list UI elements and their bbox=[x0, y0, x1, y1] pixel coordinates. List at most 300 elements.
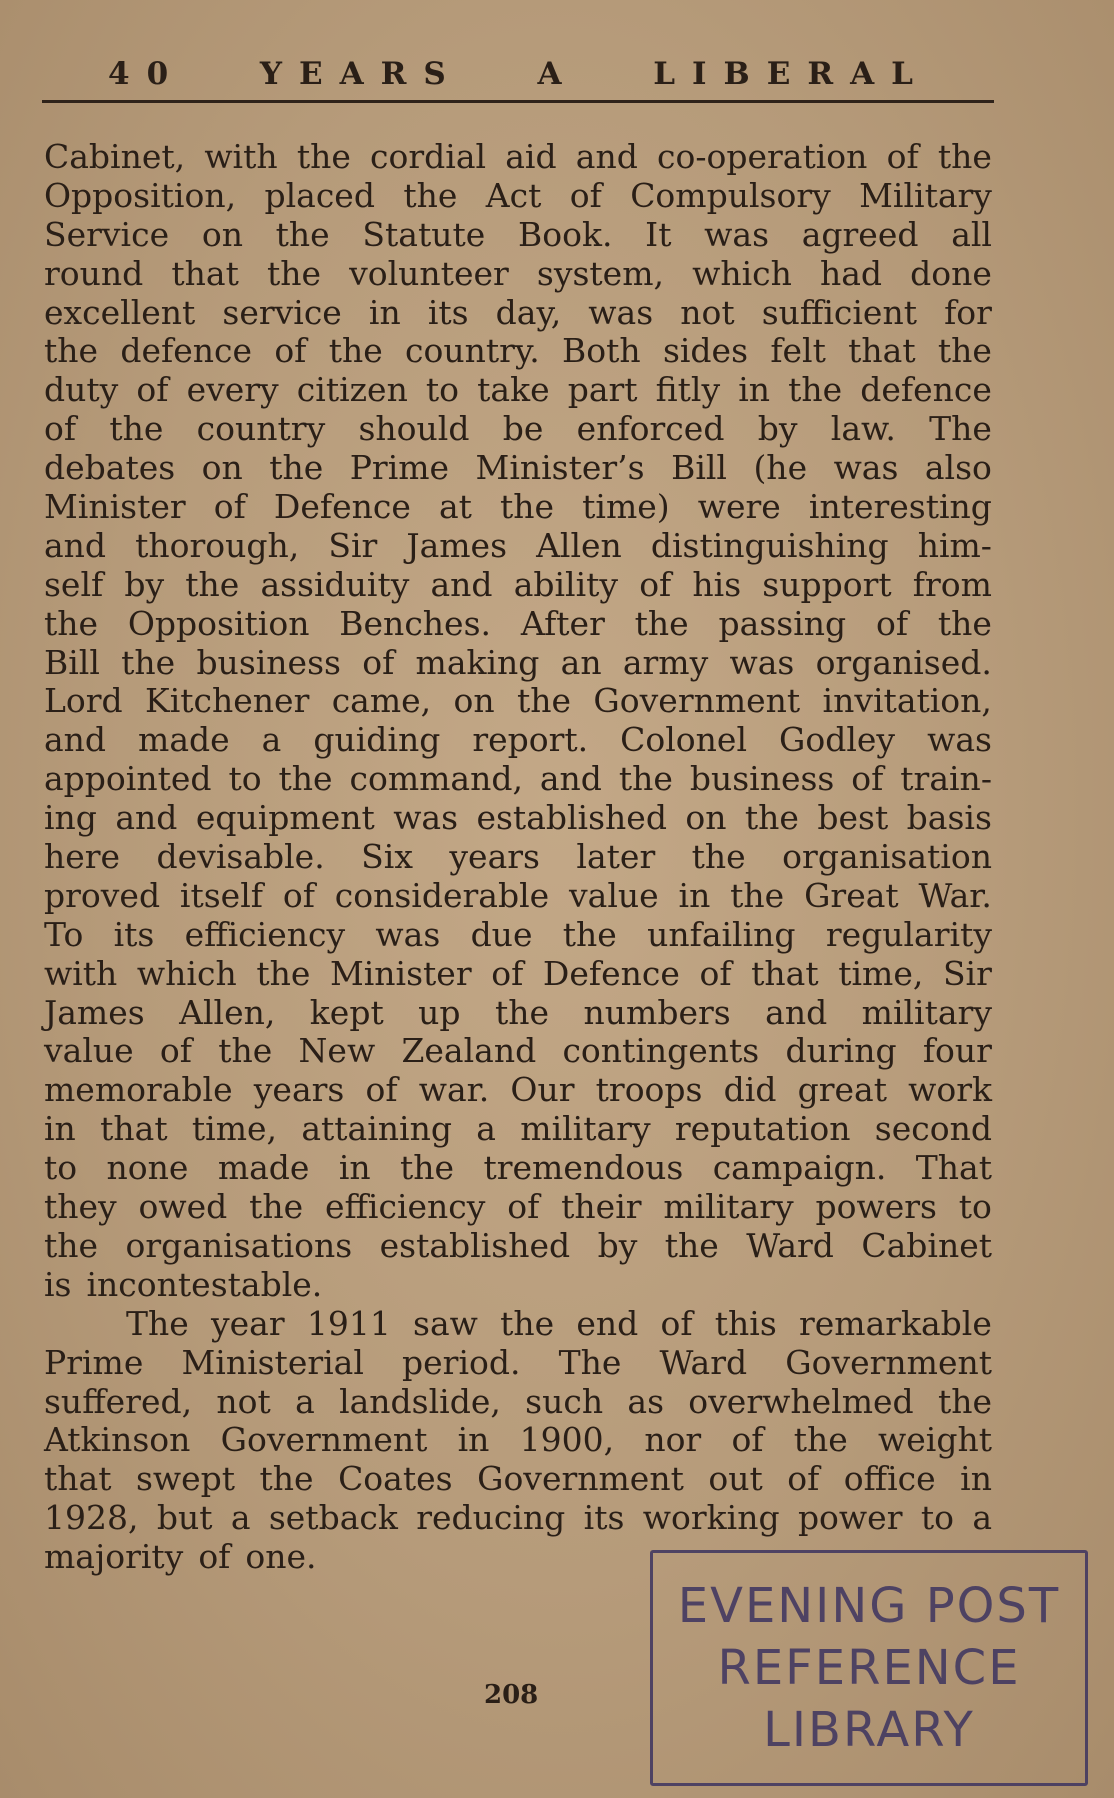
word: working bbox=[642, 1498, 780, 1538]
word: on bbox=[685, 798, 727, 838]
header-rule bbox=[42, 100, 994, 103]
word: landslide, bbox=[339, 1381, 501, 1421]
word: of bbox=[44, 409, 77, 449]
text-line bbox=[44, 799, 992, 838]
word: Allen, bbox=[179, 992, 276, 1032]
text-line bbox=[44, 994, 992, 1033]
word: is bbox=[44, 1264, 72, 1304]
word: sides bbox=[662, 331, 749, 371]
text-line bbox=[44, 1071, 992, 1110]
word: unfailing bbox=[647, 914, 796, 954]
word: Lord bbox=[44, 681, 123, 721]
word: the bbox=[937, 1381, 992, 1421]
word: powers bbox=[815, 1187, 937, 1227]
word: 1900, bbox=[519, 1420, 615, 1460]
word: It bbox=[645, 214, 672, 254]
text-line bbox=[44, 332, 992, 371]
word: in bbox=[44, 1109, 76, 1149]
word: was bbox=[375, 914, 441, 954]
word: that bbox=[848, 331, 916, 371]
word: the bbox=[249, 1187, 304, 1227]
word: ing bbox=[44, 798, 97, 838]
word: to bbox=[425, 370, 460, 410]
word: years bbox=[253, 1070, 345, 1110]
word: that bbox=[751, 953, 819, 993]
word: none bbox=[106, 1148, 189, 1188]
word: citizen bbox=[296, 370, 408, 410]
word: the bbox=[256, 953, 311, 993]
word: the bbox=[44, 331, 99, 371]
text-line bbox=[44, 1110, 992, 1149]
word: efficiency bbox=[324, 1187, 486, 1227]
word: value bbox=[44, 1031, 134, 1071]
text-line bbox=[44, 1344, 992, 1383]
word: Coates bbox=[338, 1459, 453, 1499]
text-line bbox=[44, 371, 992, 410]
word: best bbox=[817, 798, 889, 838]
word: made bbox=[138, 720, 230, 760]
word: the bbox=[44, 1225, 99, 1265]
text-line bbox=[44, 527, 992, 566]
word: army bbox=[622, 642, 709, 682]
word: of bbox=[875, 603, 909, 643]
word: should bbox=[358, 409, 470, 449]
word: and bbox=[575, 137, 638, 176]
word: a bbox=[261, 720, 282, 760]
word: debates bbox=[44, 448, 176, 488]
word: great bbox=[797, 1070, 887, 1110]
word: a bbox=[972, 1498, 992, 1538]
word: reducing bbox=[416, 1498, 566, 1538]
word: up bbox=[418, 992, 461, 1032]
word: during bbox=[785, 1031, 897, 1071]
word: organisation bbox=[782, 837, 992, 877]
word: military bbox=[663, 1187, 794, 1227]
word: as bbox=[627, 1381, 664, 1421]
stamp-line-3: LIBRARY bbox=[763, 1702, 975, 1758]
word: command, bbox=[349, 759, 523, 799]
word: but bbox=[156, 1498, 213, 1538]
word: Defence bbox=[273, 487, 411, 527]
word: Bill bbox=[671, 448, 727, 488]
word: end bbox=[576, 1303, 639, 1343]
word: made bbox=[217, 1148, 310, 1188]
word: the bbox=[730, 875, 785, 915]
word: campaign. bbox=[712, 1148, 887, 1188]
word: the bbox=[634, 603, 689, 643]
text-line bbox=[44, 177, 992, 216]
word: Government bbox=[593, 681, 801, 721]
word: the bbox=[937, 603, 992, 643]
word: The bbox=[126, 1303, 189, 1343]
word: the bbox=[664, 1225, 719, 1265]
word: take bbox=[477, 370, 550, 410]
word: this bbox=[714, 1303, 777, 1343]
word: which bbox=[136, 953, 237, 993]
text-line bbox=[44, 566, 992, 605]
word: the bbox=[691, 837, 746, 877]
word: Ward bbox=[746, 1225, 834, 1265]
word: time, bbox=[838, 953, 924, 993]
word: of bbox=[886, 137, 919, 176]
word: later bbox=[576, 837, 656, 877]
word: setback bbox=[268, 1498, 398, 1538]
header-word-years: YEARS bbox=[259, 56, 463, 92]
header-word-a: A bbox=[537, 56, 579, 92]
word: was bbox=[833, 448, 899, 488]
word: the bbox=[400, 1148, 455, 1188]
word: That bbox=[915, 1148, 992, 1188]
word: Colonel bbox=[620, 720, 748, 760]
text-line bbox=[44, 644, 992, 683]
word: defence bbox=[860, 370, 992, 410]
word: country bbox=[196, 409, 326, 449]
word: from bbox=[912, 564, 992, 604]
word: in bbox=[738, 370, 771, 410]
word: kept bbox=[309, 992, 384, 1032]
word: also bbox=[924, 448, 992, 488]
body-text bbox=[44, 138, 992, 1577]
text-line bbox=[44, 1460, 992, 1499]
word: Bill bbox=[44, 642, 100, 682]
word: the bbox=[937, 137, 992, 176]
word: the bbox=[744, 798, 799, 838]
word: sufficient bbox=[761, 292, 917, 332]
word: the bbox=[500, 1303, 555, 1343]
word: law. bbox=[830, 409, 896, 449]
text-line bbox=[44, 1499, 992, 1538]
word: established bbox=[476, 798, 667, 838]
word: of bbox=[639, 564, 672, 604]
word: swept bbox=[135, 1459, 236, 1499]
word: which bbox=[692, 253, 792, 293]
word: felt bbox=[770, 331, 826, 371]
word: the bbox=[788, 370, 843, 410]
word: proved bbox=[44, 875, 161, 915]
word: Ministerial bbox=[181, 1342, 364, 1382]
word: of bbox=[274, 331, 307, 371]
word: making bbox=[415, 642, 540, 682]
word: business bbox=[196, 642, 341, 682]
word: at bbox=[438, 487, 472, 527]
text-line bbox=[44, 760, 992, 799]
word: cordial bbox=[370, 137, 487, 176]
word: duty bbox=[44, 370, 119, 410]
word: of bbox=[660, 1303, 693, 1343]
word: Minister bbox=[329, 953, 472, 993]
word: Government bbox=[785, 1342, 992, 1382]
word: the bbox=[937, 331, 992, 371]
word: established bbox=[379, 1225, 571, 1265]
word: contingents bbox=[562, 1031, 760, 1071]
word: excellent bbox=[44, 292, 196, 332]
word: James bbox=[406, 525, 508, 565]
word: was bbox=[588, 292, 654, 332]
word: saw bbox=[413, 1303, 478, 1343]
word: the bbox=[185, 564, 240, 604]
stamp-line-2: REFERENCE bbox=[717, 1640, 1021, 1696]
word: were bbox=[697, 487, 781, 527]
word: of bbox=[569, 175, 602, 215]
word: of bbox=[198, 1537, 231, 1577]
word: organised. bbox=[815, 642, 992, 682]
word: system, bbox=[536, 253, 664, 293]
word: guiding bbox=[313, 720, 441, 760]
text-line bbox=[44, 838, 992, 877]
word: numbers bbox=[583, 992, 731, 1032]
word: year bbox=[211, 1303, 285, 1343]
word: placed bbox=[264, 175, 375, 215]
word: with bbox=[204, 137, 278, 176]
word: and bbox=[44, 525, 107, 565]
word: of bbox=[507, 1187, 540, 1227]
word: ability bbox=[513, 564, 619, 604]
word: Prime bbox=[349, 448, 450, 488]
word: the bbox=[259, 1459, 314, 1499]
word: the bbox=[495, 992, 550, 1032]
word: to bbox=[958, 1187, 992, 1227]
word: of bbox=[731, 1420, 764, 1460]
word: war. bbox=[418, 1070, 490, 1110]
word: in bbox=[960, 1459, 992, 1499]
word: that bbox=[100, 1109, 168, 1149]
word: 1911 bbox=[306, 1303, 391, 1343]
text-line bbox=[44, 1188, 992, 1227]
word: invitation, bbox=[822, 681, 992, 721]
word: to bbox=[920, 1498, 954, 1538]
word: the bbox=[562, 914, 617, 954]
word: one. bbox=[245, 1537, 317, 1577]
header-page-number: 40 bbox=[108, 56, 186, 92]
word: that bbox=[44, 1459, 112, 1499]
word: passing bbox=[718, 603, 847, 643]
text-line bbox=[44, 605, 992, 644]
word: Opposition, bbox=[44, 175, 237, 215]
word: The bbox=[558, 1342, 622, 1382]
word: weight bbox=[878, 1420, 992, 1460]
word: Our bbox=[510, 1070, 575, 1110]
word: of bbox=[282, 875, 315, 915]
word: Zealand bbox=[401, 1031, 537, 1071]
word: the bbox=[121, 642, 176, 682]
word: round bbox=[44, 253, 144, 293]
word: itself bbox=[179, 875, 263, 915]
word: 1928, bbox=[44, 1498, 139, 1538]
word: of bbox=[699, 953, 732, 993]
word: in bbox=[678, 875, 711, 915]
word: Book. bbox=[517, 214, 613, 254]
header-word-liberal: LIBERAL bbox=[653, 56, 930, 92]
word: the bbox=[278, 759, 333, 799]
word: not bbox=[216, 1381, 271, 1421]
word: by bbox=[597, 1225, 638, 1265]
word: that bbox=[171, 253, 239, 293]
word: such bbox=[525, 1381, 604, 1421]
word: the bbox=[328, 331, 383, 371]
word: train- bbox=[900, 759, 992, 799]
word: of bbox=[365, 1070, 398, 1110]
text-line bbox=[44, 1383, 992, 1422]
text-line bbox=[44, 877, 992, 916]
word: the bbox=[275, 214, 330, 254]
word: of bbox=[136, 370, 169, 410]
word: its bbox=[583, 1498, 625, 1538]
word: and bbox=[539, 759, 602, 799]
word: every bbox=[186, 370, 279, 410]
word: all bbox=[951, 214, 992, 254]
word: devisable. bbox=[156, 837, 325, 877]
word: and bbox=[765, 992, 828, 1032]
word: volunteer bbox=[349, 253, 509, 293]
word: years bbox=[449, 837, 540, 877]
word: the bbox=[618, 759, 673, 799]
word: War. bbox=[918, 875, 992, 915]
word: majority bbox=[44, 1537, 184, 1577]
word: Cabinet, bbox=[44, 137, 186, 176]
word: attaining bbox=[301, 1109, 452, 1149]
word: the bbox=[296, 137, 351, 176]
word: second bbox=[874, 1109, 992, 1149]
word: the bbox=[793, 1420, 848, 1460]
word: a bbox=[476, 1109, 496, 1149]
word: of bbox=[851, 759, 884, 799]
word: was bbox=[704, 214, 770, 254]
word: interesting bbox=[808, 487, 992, 527]
word: report. bbox=[472, 720, 589, 760]
word: of bbox=[491, 953, 524, 993]
word: in bbox=[457, 1420, 490, 1460]
word: on bbox=[201, 214, 243, 254]
word: part bbox=[567, 370, 638, 410]
word: remarkable bbox=[798, 1303, 992, 1343]
word: Government bbox=[220, 1420, 428, 1460]
text-line bbox=[44, 294, 992, 333]
word: aid bbox=[505, 137, 557, 176]
text-line bbox=[44, 1032, 992, 1071]
word: with bbox=[44, 953, 118, 993]
word: The bbox=[929, 409, 992, 449]
text-line bbox=[44, 410, 992, 449]
word: they bbox=[44, 1187, 117, 1227]
word: basis bbox=[906, 798, 992, 838]
word: Six bbox=[361, 837, 413, 877]
library-stamp bbox=[650, 1550, 1088, 1786]
word: in bbox=[338, 1148, 371, 1188]
word: Military bbox=[859, 175, 992, 215]
word: Government bbox=[477, 1459, 684, 1499]
word: done bbox=[910, 253, 992, 293]
word: business bbox=[689, 759, 835, 799]
word: the bbox=[218, 1031, 273, 1071]
word: came, bbox=[331, 681, 432, 721]
word: Benches. bbox=[339, 603, 492, 643]
word: a bbox=[295, 1381, 315, 1421]
word: self bbox=[44, 564, 104, 604]
text-line bbox=[44, 449, 992, 488]
word: the bbox=[269, 448, 324, 488]
word: support bbox=[762, 564, 892, 604]
word: country. bbox=[405, 331, 540, 371]
word: organisations bbox=[125, 1225, 353, 1265]
word: was bbox=[729, 642, 795, 682]
word: day, bbox=[495, 292, 562, 332]
word: Minister bbox=[44, 487, 186, 527]
word: Compulsory bbox=[630, 175, 831, 215]
word: suffered, bbox=[44, 1381, 193, 1421]
text-line bbox=[44, 1266, 992, 1305]
word: was bbox=[927, 720, 992, 760]
word: To bbox=[44, 914, 84, 954]
word: was bbox=[393, 798, 459, 838]
word: Prime bbox=[44, 1342, 144, 1382]
word: distinguishing bbox=[650, 525, 889, 565]
word: efficiency bbox=[184, 914, 346, 954]
word: of bbox=[787, 1459, 820, 1499]
word: out bbox=[708, 1459, 763, 1499]
text-line bbox=[44, 1149, 992, 1188]
word: military bbox=[520, 1109, 651, 1149]
word: the bbox=[109, 409, 164, 449]
word: owed bbox=[138, 1187, 228, 1227]
text-line bbox=[44, 682, 992, 721]
running-header bbox=[42, 48, 994, 92]
word: Cabinet bbox=[861, 1225, 992, 1265]
word: an bbox=[560, 642, 602, 682]
word: him- bbox=[917, 525, 992, 565]
word: Ward bbox=[659, 1342, 748, 1382]
text-line bbox=[44, 916, 992, 955]
text-line bbox=[44, 138, 992, 177]
text-line bbox=[44, 721, 992, 760]
word: agreed bbox=[801, 214, 919, 254]
word: their bbox=[561, 1187, 642, 1227]
word: enforced bbox=[576, 409, 725, 449]
word: time) bbox=[582, 487, 670, 527]
text-line bbox=[44, 955, 992, 994]
word: tremendous bbox=[483, 1148, 684, 1188]
word: James bbox=[44, 992, 145, 1032]
word: of bbox=[213, 487, 246, 527]
stamp-text bbox=[653, 1553, 1085, 1783]
word: work bbox=[908, 1070, 992, 1110]
word: its bbox=[113, 914, 155, 954]
word: of bbox=[159, 1031, 192, 1071]
word: nor bbox=[644, 1420, 702, 1460]
word: incontestable. bbox=[86, 1264, 323, 1304]
word: value bbox=[569, 875, 659, 915]
word: appointed bbox=[44, 759, 212, 799]
word: memorable bbox=[44, 1070, 233, 1110]
word: and bbox=[44, 720, 107, 760]
word: had bbox=[820, 253, 883, 293]
word: did bbox=[723, 1070, 777, 1110]
word: not bbox=[680, 292, 735, 332]
word: Minister’s bbox=[475, 448, 645, 488]
word: a bbox=[230, 1498, 251, 1538]
word: office bbox=[843, 1459, 936, 1499]
word: troops bbox=[595, 1070, 703, 1110]
word: power bbox=[797, 1498, 903, 1538]
word: to bbox=[44, 1148, 78, 1188]
word: the bbox=[403, 175, 458, 215]
word: fitly bbox=[655, 370, 721, 410]
word: in bbox=[368, 292, 401, 332]
word: on bbox=[201, 448, 243, 488]
word: of bbox=[362, 642, 395, 682]
word: Defence bbox=[542, 953, 680, 993]
word: its bbox=[427, 292, 469, 332]
word: time, bbox=[191, 1109, 278, 1149]
